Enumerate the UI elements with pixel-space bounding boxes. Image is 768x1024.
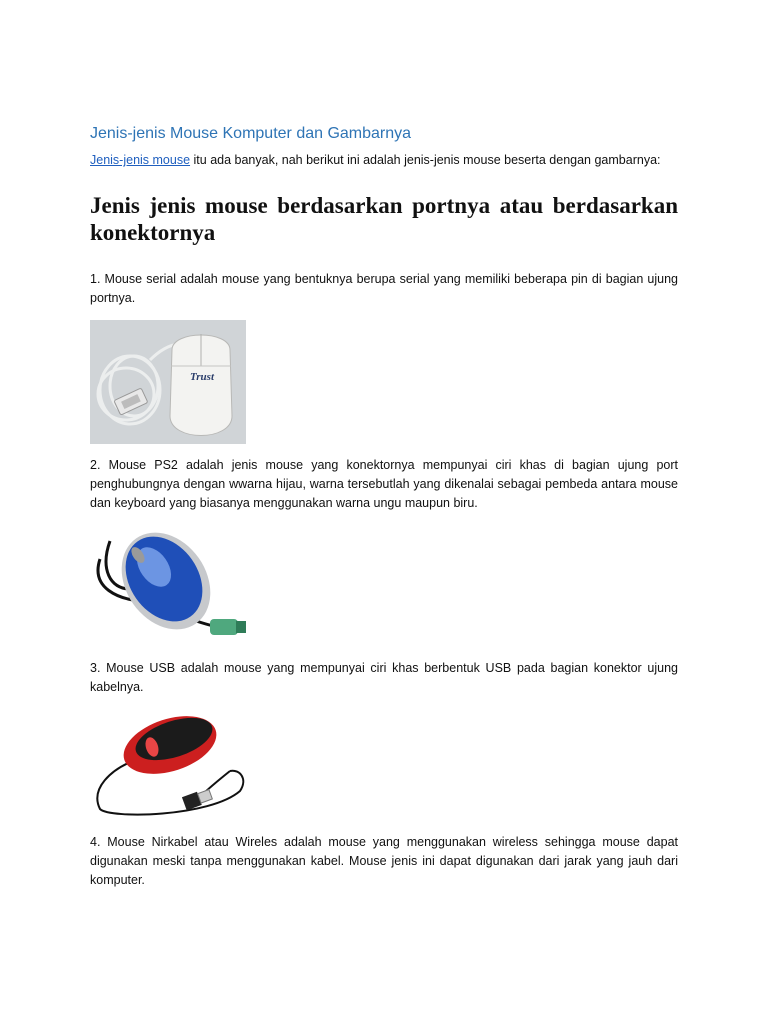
intro-text: itu ada banyak, nah berikut ini adalah jenis-jenis mouse beserta dengan gambarnya: (190, 153, 661, 167)
item-wireless-text: 4. Mouse Nirkabel atau Wireles adalah mouse yang menggunakan wireless sehingga mouse dapat digunakan meski tanpa menggunakan kabel. Mouse jenis ini dapat digunakan dari jarak yang jauh dari komputer. (90, 835, 678, 887)
item-usb-text: 3. Mouse USB adalah mouse yang mempunyai ciri khas berbentuk USB pada bagian konektor ujung kabelnya. (90, 661, 678, 694)
ps2-mouse-image (90, 529, 246, 647)
document-subtitle: Jenis-jenis Mouse Komputer dan Gambarnya (90, 125, 412, 142)
section-heading: Jenis jenis mouse berdasarkan portnya atau berdasarkan konektornya (90, 193, 678, 245)
usb-mouse-image (90, 709, 246, 821)
intro-link[interactable]: Jenis-jenis mouse (90, 153, 191, 167)
document-page (90, 124, 678, 890)
item-serial-text: 1. Mouse serial adalah mouse yang bentuknya berupa serial yang memiliki beberapa pin di bagian ujung portnya. (90, 272, 678, 305)
intro-paragraph (90, 152, 678, 168)
serial-mouse-image (90, 320, 246, 444)
mouse-brand-logo: Trust (189, 371, 215, 383)
item-ps2-text: 2. Mouse PS2 adalah jenis mouse yang konektornya mempunyai ciri khas di bagian ujung port penghubungnya dengan wwarna hijau, warna tersebutlah yang dikenalai sebagai pembeda antara mouse dan keyboard yang biasanya menggunakan warna ungu maupun biru. (90, 458, 678, 510)
